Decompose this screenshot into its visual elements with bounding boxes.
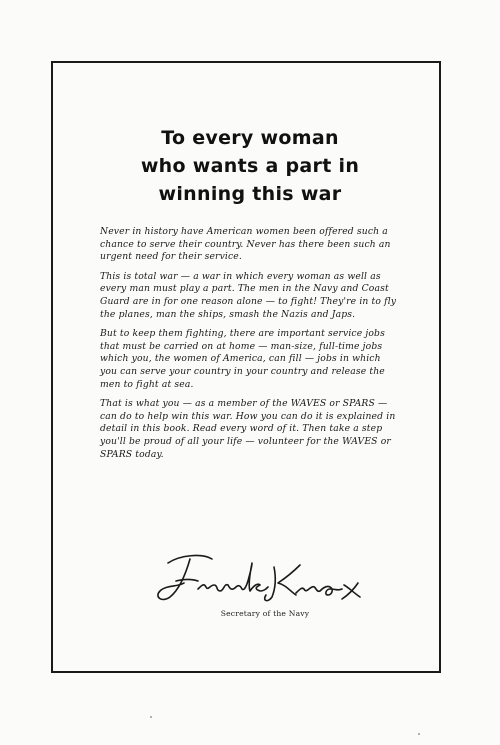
signature-caption: Secretary of the Navy xyxy=(220,609,310,618)
letter-body xyxy=(100,226,400,468)
paragraph: That is what you — as a member of the WAVES or SPARS — can do to help win this war. How you can do it is explained in detail in this book. Read every word of it. Then take a step you'll be proud of all your life — volunteer for the WAVES or SPARS today. xyxy=(100,398,396,460)
paper-speck xyxy=(150,716,152,718)
paragraph: But to keep them fighting, there are important service jobs that must be carried on at home — man-size, full-time jobs which you, the women of America, can fill — jobs in which you can serve your country in your country and release the men to fight at sea. xyxy=(100,328,385,390)
title-line: who wants a part in xyxy=(140,155,360,177)
paragraph: Never in history have American women been offered such a chance to serve their country. Never has there been such an urgent need for their service. xyxy=(100,226,391,263)
title-line: To every woman xyxy=(161,127,339,149)
paragraph: This is total war — a war in which every woman as well as every man must play a part. The men in the Navy and Coast Guard are in for one reason alone — to fight! They're in to fly the planes, man the ships, smash the Nazis and Japs. xyxy=(100,270,397,320)
page-title xyxy=(0,124,500,208)
handwritten-signature xyxy=(150,545,380,615)
title-line: winning this war xyxy=(158,183,342,205)
paper-speck xyxy=(418,733,420,735)
